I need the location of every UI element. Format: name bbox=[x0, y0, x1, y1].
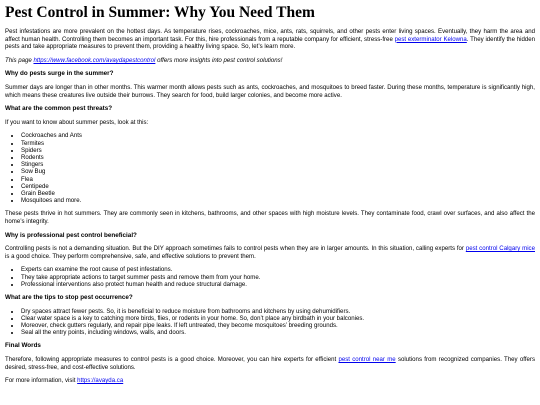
pest-exterminator-kelowna-link[interactable]: pest exterminator Kelowna bbox=[394, 35, 467, 43]
threats-after-paragraph: These pests thrive in hot summers. They are commonly seen in kitchens, bathrooms, and other spaces with high moisture levels. They contaminate food, crawl over surfaces, and also affect the home’s integrity. bbox=[5, 210, 535, 225]
list-item: • Spiders bbox=[21, 147, 535, 154]
more-info-text: For more information, visit bbox=[5, 377, 78, 385]
why-surge-paragraph: Summer days are longer than in other months. This warmer month allows pests such as ants, cockroaches, and mosquitoes to breed faster. During these months, temperature is significantly high, which means these creatures live outside their burrows. They search for food, build larger colonies, and become more active. bbox=[5, 83, 535, 99]
list-item: • Dry spaces attract fewer pests. So, it is beneficial to reduce moisture from bathrooms and kitchens by using dehumidifiers. bbox=[21, 308, 535, 315]
source-text-end: offers more insights into pest control solutions! bbox=[155, 56, 283, 64]
list-item: • Mosquitoes and more. bbox=[21, 197, 535, 204]
list-item: • Clear water space is a key to catching more birds, flies, or rodents in your home. So, don’t place any birdbath in your balconies. bbox=[21, 315, 535, 322]
source-text: This page bbox=[5, 56, 34, 64]
list-item: • Professional interventions also protect human health and reduce structural damage. bbox=[21, 281, 535, 288]
final-text: Therefore, following appropriate measures to control pests is a good choice. Moreover, you can hire experts for efficient bbox=[5, 355, 339, 363]
more-info-paragraph bbox=[5, 377, 535, 385]
final-paragraph bbox=[5, 356, 535, 371]
beneficial-paragraph bbox=[5, 245, 535, 260]
threats-lead: If you want to know about summer pests, look at this: bbox=[5, 118, 149, 126]
list-item: • Grain Beetle bbox=[21, 190, 535, 197]
heading-common-threats: What are the common pest threats? bbox=[5, 105, 113, 113]
heading-tips: What are the tips to stop pest occurrence? bbox=[5, 293, 133, 301]
heading-why-surge: Why do pests surge in the summer? bbox=[5, 70, 114, 78]
list-item: • Flea bbox=[21, 176, 535, 183]
facebook-link[interactable]: https://www.facebook.com/avaydapestcontrol bbox=[33, 56, 156, 64]
intro-text-end: . They identify the hidden pests and take appropriate measures to prevent them, providing a healthy living space. So, let’s learn more. bbox=[5, 35, 536, 51]
intro-text: Pest infestations are more prevalent on the hottest days. As temperature rises, cockroaches, mice, ants, rats, squirrels, and other pests enter living spaces. Eventually, they harm the area and affect human health. Controlling them becomes an important task. For this, hire professionals from a reputable company for efficient, stress-free bbox=[5, 28, 535, 43]
avayda-link[interactable]: https://avayda.ca bbox=[77, 377, 124, 385]
pest-list bbox=[5, 132, 535, 204]
list-item: • They take appropriate actions to target summer pests and remove them from your home. bbox=[21, 274, 535, 281]
page-title: Pest Control in Summer: Why You Need Them bbox=[5, 4, 315, 21]
list-item: • Termites bbox=[21, 140, 535, 147]
list-item: • Moreover, check gutters regularly, and repair pipe leaks. If left untreated, they become mosquitoes’ breeding grounds. bbox=[21, 322, 535, 329]
final-text-end: solutions from recognized companies. They offers desired, stress-free, and cost-effective solutions. bbox=[5, 355, 535, 371]
beneficial-text-end: is a good choice. They perform comprehensive, safe, and effective solutions to prevent them. bbox=[5, 252, 256, 260]
pest-control-calgary-mice-link[interactable]: pest control Calgary mice bbox=[465, 245, 535, 253]
list-item: • Rodents bbox=[21, 154, 535, 161]
list-item: • Centipede bbox=[21, 183, 535, 190]
heading-beneficial: Why is professional pest control beneficial? bbox=[5, 231, 137, 239]
tips-list bbox=[5, 308, 535, 337]
heading-final-words: Final Words bbox=[5, 342, 41, 350]
beneficial-text: Controlling pests is not a demanding situation. But the DIY approach sometimes fails to control pests when they are in larger amounts. In this situation, calling experts for bbox=[5, 245, 466, 253]
pest-control-near-me-link[interactable]: pest control near me bbox=[338, 355, 396, 363]
list-item: • Cockroaches and Ants bbox=[21, 132, 535, 139]
list-item: • Seal all the entry points, including windows, walls, and doors. bbox=[21, 329, 535, 336]
list-item: • Stingers bbox=[21, 161, 535, 168]
list-item: • Experts can examine the root cause of pest infestations. bbox=[21, 266, 535, 273]
benefits-list bbox=[5, 266, 535, 288]
list-item: • Sow Bug bbox=[21, 168, 535, 175]
source-paragraph bbox=[5, 57, 535, 65]
intro-paragraph bbox=[5, 28, 535, 51]
